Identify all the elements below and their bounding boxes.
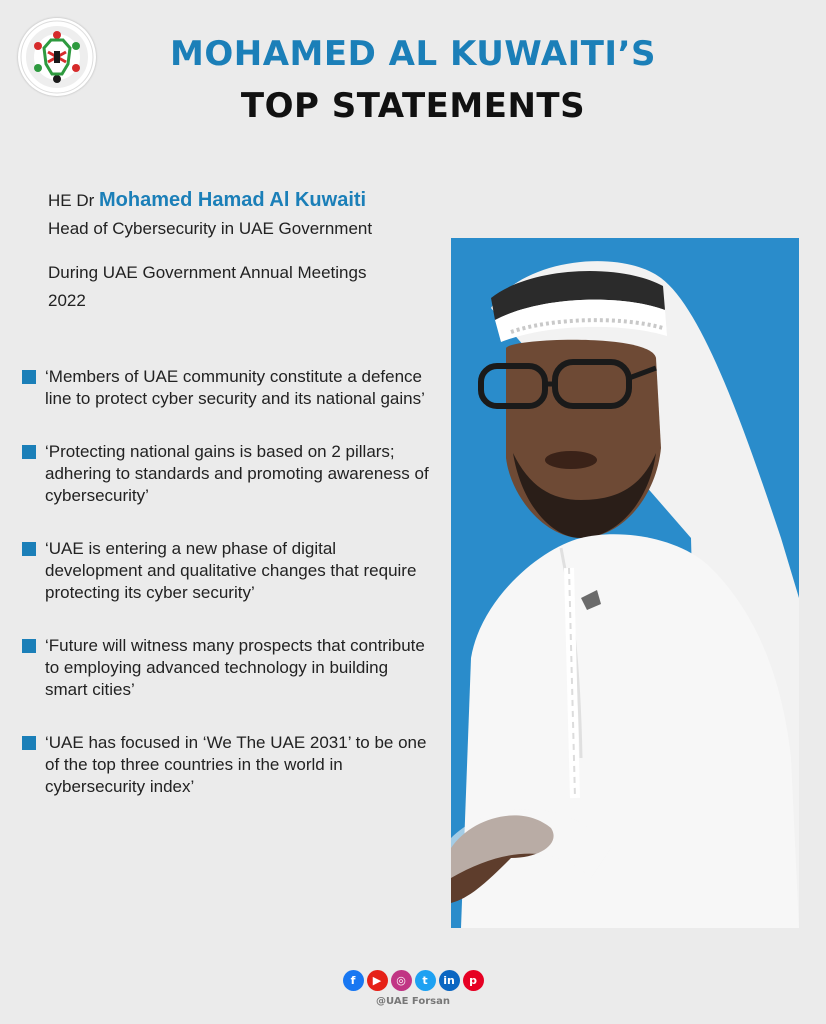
speaker-photo	[451, 238, 799, 928]
square-bullet-icon	[22, 445, 36, 459]
square-bullet-icon	[22, 736, 36, 750]
title-line-2: TOP STATEMENTS	[240, 86, 586, 126]
social-handle: @UAE Forsan	[376, 996, 450, 1007]
statement-text: ‘Future will witness many prospects that contribute to employing advanced technology in building smart cities’	[45, 636, 425, 699]
statement-item	[22, 441, 432, 507]
statement-text: ‘UAE has focused in ‘We The UAE 2031’ to be one of the top three countries in the world in cybersecurity index’	[45, 733, 427, 796]
speaker-role: Head of Cybersecurity in UAE Government	[48, 219, 373, 238]
statement-item	[22, 366, 432, 410]
statements-list	[22, 366, 432, 829]
square-bullet-icon	[22, 639, 36, 653]
title-line-1: MOHAMED AL KUWAITI’S	[170, 34, 656, 74]
pinterest-icon[interactable]: p	[463, 970, 484, 991]
speaker-portrait-illustration	[451, 238, 799, 928]
square-bullet-icon	[22, 370, 36, 384]
event-text: During UAE Government Annual Meetings 2022	[48, 263, 367, 310]
square-bullet-icon	[22, 542, 36, 556]
statement-item	[22, 538, 432, 604]
instagram-icon[interactable]: ◎	[391, 970, 412, 991]
intro-block	[48, 186, 448, 315]
statement-text: ‘Protecting national gains is based on 2 pillars; adhering to standards and promoting awareness of cybersecurity’	[45, 442, 429, 505]
statement-item	[22, 732, 432, 798]
statement-text: ‘Members of UAE community constitute a defence line to protect cyber security and its national gains’	[45, 367, 425, 408]
youtube-icon[interactable]: ▶	[367, 970, 388, 991]
honorific: HE Dr	[48, 191, 95, 210]
linkedin-icon[interactable]: in	[439, 970, 460, 991]
facebook-icon[interactable]: f	[343, 970, 364, 991]
twitter-icon[interactable]: t	[415, 970, 436, 991]
statement-item	[22, 635, 432, 701]
social-icons	[0, 970, 826, 991]
statement-text: ‘UAE is entering a new phase of digital development and qualitative changes that require protecting its cyber security’	[45, 539, 417, 602]
speaker-name: Mohamed Hamad Al Kuwaiti	[99, 189, 367, 211]
speaker-line	[48, 186, 448, 215]
